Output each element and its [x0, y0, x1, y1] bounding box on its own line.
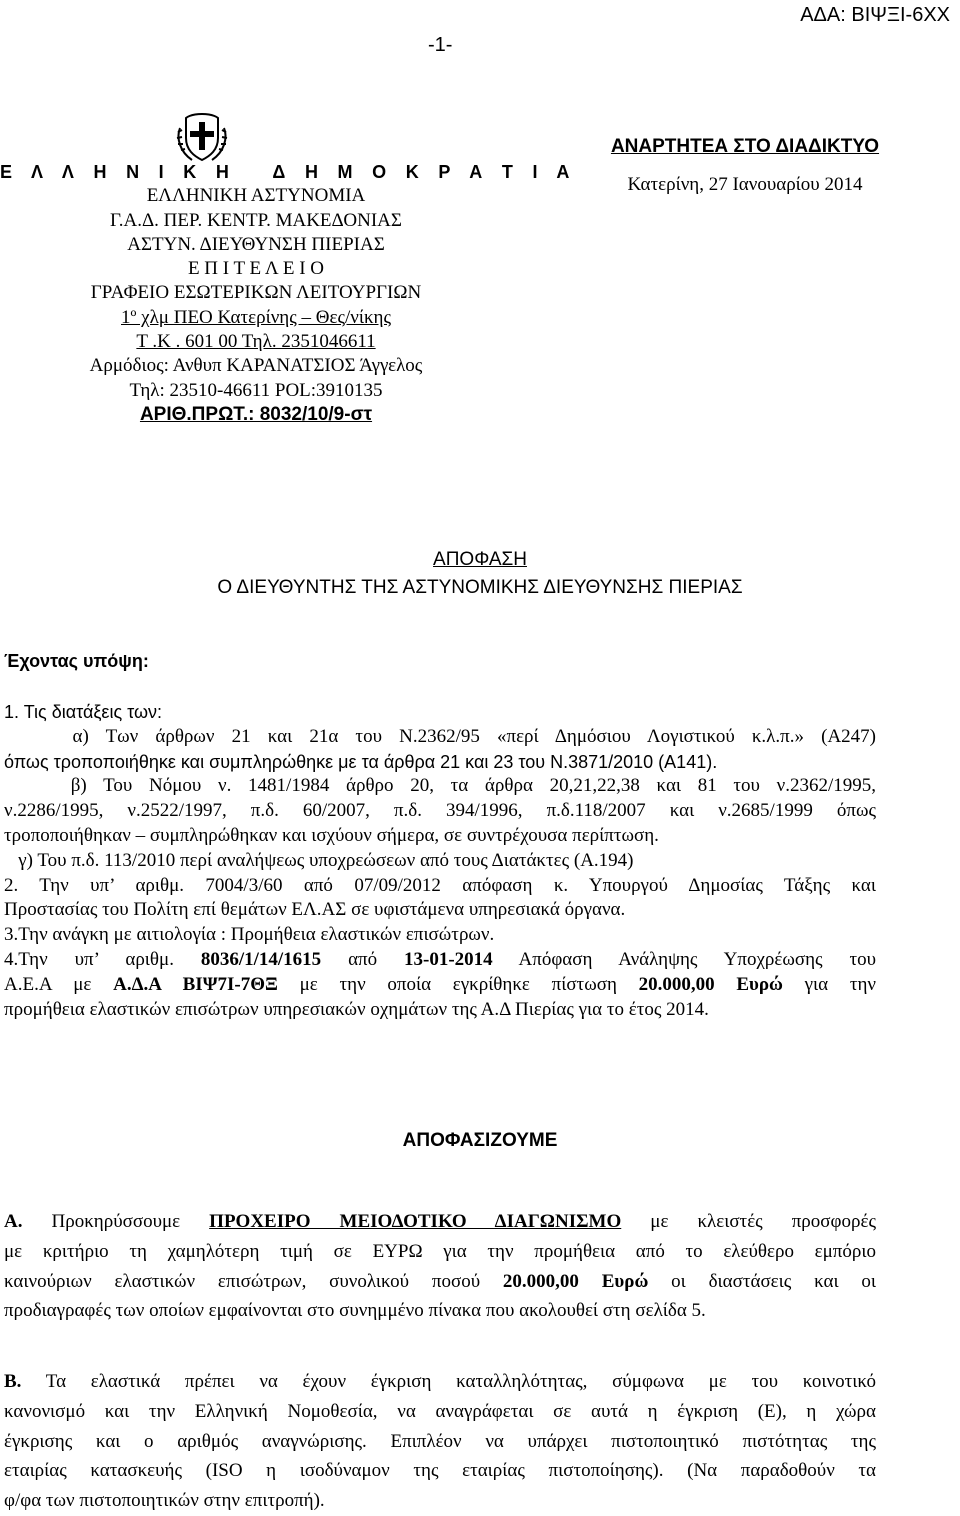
epiteleio-name: Ε Π Ι Τ Ε Λ Ε Ι Ο [187, 258, 325, 280]
address-line: 1º χλμ ΠΕΟ Κατερίνης – Θες/νίκης [121, 306, 391, 328]
decision-subtitle: Ο ΔΙΕΥΘΥΝΤΗΣ ΤΗΣ ΑΣΤΥΝΟΜΙΚΗΣ ΔΙΕΥΘΥΝΣΗΣ ΠΙΕΡΙΑΣ [217, 577, 743, 598]
police-name: ΕΛΛΗΝΙΚΗ ΑΣΤΥΝΟΜΙΑ [146, 185, 366, 207]
having-heading: Έχοντας υπόψη: [4, 651, 149, 671]
responsible-line: Αρμόδιος: Ανθυπ ΚΑΡΑΝΑΤΣΙΟΣ Άγγελος [89, 355, 423, 377]
ada-code: ΑΔΑ: ΒΙΨΞΙ-6ΧΧ [800, 4, 950, 26]
section-b [4, 1367, 876, 1516]
section-a-line: Α. Προκηρύσσουμε ΠΡΟΧΕΙΡΟ ΜΕΙΟΔΟΤΙΚΟ ΔΙΑΓΩΝΙΣΜΟ με κλειστές προσφορές [4, 1211, 876, 1232]
postal-line: Τ .Κ . 601 00 Τηλ. 2351046611 [136, 331, 376, 353]
coat-of-arms-icon [172, 108, 232, 166]
consideration-line: 2. Την υπ’ αριθμ. 7004/3/60 από 07/09/2012 απόφαση κ. Υπουργού Δημοσίας Τάξης και [4, 874, 876, 896]
item4-line: Α.Ε.Α με Α.Δ.Α ΒΙΨ7Ι-7ΘΞ με την οποία εγκρίθηκε πίστωση 20.000,00 Ευρώ για την [4, 973, 876, 995]
protocol-number: ΑΡΙΘ.ΠΡΩΤ.: 8032/10/9-στ [139, 403, 373, 425]
section-b-line: φ/φα των πιστοποιητικών στην επιτροπή). [4, 1490, 325, 1512]
section-b-line: εταιρίας κατασκευής (ISO η ισοδύναμον της εταιρίας πιστοποίησης). (Να παραδοθούν τα [4, 1460, 876, 1482]
section-a [4, 1207, 876, 1326]
consideration-line: γ) Του π.δ. 113/2010 περί αναλήψεως υποχρεώσεων από τους Διατάκτες (Α.194) [4, 849, 634, 871]
section-a-line: προδιαγραφές των οποίων εμφαίνονται στο συνημμένο πίνακα που ακολουθεί στη σελίδα 5. [4, 1300, 706, 1322]
item4-line: 4.Την υπ’ αριθμ. 8036/1/14/1615 από 13-01-2014 Απόφαση Ανάληψης Υποχρέωσης του [4, 948, 876, 970]
section-b-line: έγκρισης και ο αριθμός αναγνώρισης. Επιπλέον να υπάρχει πιστοποιητικό πιστότητας της [4, 1430, 876, 1452]
decision-title-block [0, 546, 960, 602]
decision-title: ΑΠΟΦΑΣΗ [433, 549, 527, 570]
phone-line: Τηλ: 23510-46611 POL:3910135 [129, 379, 383, 401]
consideration-line: 3.Την ανάγκη με αιτιολογία : Προμήθεια ελαστικών επισώτρων. [4, 924, 495, 946]
consideration-line: 1. Τις διατάξεις των: [4, 702, 163, 722]
section-a-line: με κριτήριο τη χαμηλότερη τιμή σε ΕΥΡΩ για την προμήθεια από το ελεύθερο εμπόριο [4, 1240, 876, 1262]
consideration-line: Προστασίας του Πολίτη επί θεμάτων ΕΛ.ΑΣ σε υφιστάμενα υπηρεσιακά όργανα. [4, 899, 626, 921]
directorate-name: ΑΣΤΥΝ. ΔΙΕΥΘΥΝΣΗ ΠΙΕΡΙΑΣ [127, 233, 385, 255]
consideration-line: τροποποιήθηκαν – συμπληρώθηκαν και ισχύουν σήμερα, σε συντρέχουσα περίπτωση. [4, 824, 659, 846]
gad-name: Γ.Α.Δ. ΠΕΡ. ΚΕΝΤΡ. ΜΑΚΕΔΟΝΙΑΣ [110, 209, 402, 231]
issuer-block [0, 160, 577, 427]
consideration-line: όπως τροποποιήθηκε και συμπληρώθηκε με τα άρθρα 21 και 23 του Ν.3871/2010 (Α141). [4, 751, 718, 772]
section-b-line: Β. Τα ελαστικά πρέπει να έχουν έγκριση καταλληλότητας, σύμφωνα με του κοινοτικό [4, 1371, 876, 1392]
office-name: ΓΡΑΦΕΙΟ ΕΣΩΤΕΡΙΚΩΝ ΛΕΙΤΟΥΡΓΙΩΝ [90, 282, 422, 304]
section-a-line: καινούριων ελαστικών επισώτρων, συνολικού ποσού 20.000,00 Ευρώ οι διαστάσεις και οι [4, 1270, 877, 1292]
publish-block [570, 136, 920, 196]
publish-notice: ΑΝΑΡΤΗΤΕΑ ΣΤΟ ΔΙΑΔΙΚΤΥΟ [610, 136, 880, 157]
consideration-line: β) Του Νόμου ν. 1481/1984 άρθρο 20, τα άρθρα 20,21,22,38 και 81 του ν.2362/1995, [4, 775, 876, 797]
section-b-line: κανονισμό και την Ελληνική Νομοθεσία, να αναγράφεται σε αυτά η έγκριση (Ε), η χώρα [4, 1400, 876, 1422]
republic-heading: Ε Λ Λ Η Ν Ι Κ Η Δ Η Μ Ο Κ Ρ Α Τ Ι Α [0, 162, 577, 182]
decide-heading: ΑΠΟΦΑΣΙΖΟΥΜΕ [402, 1130, 558, 1151]
item4-line: προμήθεια ελαστικών επισώτρων υπηρεσιακών οχημάτων της Α.Δ Πιερίας για το έτος 2014. [4, 998, 709, 1020]
document-date: Κατερίνη, 27 Ιανουαρίου 2014 [627, 174, 863, 195]
consideration-line: α) Των άρθρων 21 και 21α του Ν.2362/95 «περί Δημόσιου Λογιστικού κ.λ.π.» (Α247) [4, 725, 876, 747]
considerations-block [4, 700, 876, 1022]
page-number: -1- [428, 34, 453, 56]
consideration-line: ν.2286/1995, ν.2522/1997, π.δ. 60/2007, π.δ. 394/1996, π.δ.118/2007 και ν.2685/1999 όπως [4, 800, 876, 822]
